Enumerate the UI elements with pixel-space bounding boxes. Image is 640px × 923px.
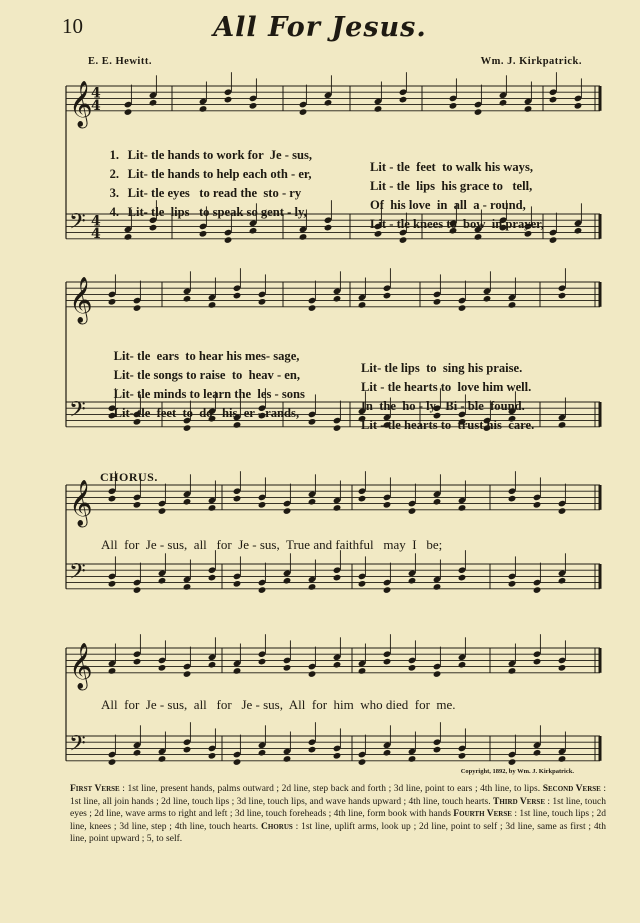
- bass-clef: 𝄢: [69, 731, 86, 762]
- note-head: [333, 574, 342, 582]
- note-head: [408, 577, 417, 585]
- note-head: [133, 658, 142, 666]
- note-head: [558, 421, 567, 429]
- note-head: [233, 292, 242, 300]
- verse-text-a: Lit- tle minds to learn the les - sons: [113, 386, 305, 401]
- note-head: [383, 501, 392, 509]
- note-head: [374, 105, 383, 113]
- note-head: [299, 108, 308, 116]
- note-head: [574, 227, 583, 235]
- note-head: [383, 586, 392, 594]
- note-head: [108, 580, 117, 588]
- note-head: [208, 661, 217, 669]
- note-head: [183, 583, 192, 591]
- note-head: [358, 758, 367, 766]
- note-head: [333, 295, 342, 303]
- note-head: [558, 292, 567, 300]
- verse-text-b: In the ho - ly Bi - ble found.: [361, 399, 525, 414]
- note-head: [558, 664, 567, 672]
- note-head: [208, 301, 217, 309]
- note-head: [474, 108, 483, 116]
- note-head: [458, 574, 467, 582]
- note-head: [558, 507, 567, 515]
- chorus-label: CHORUS.: [100, 470, 158, 484]
- instruction-text: : 1st line, present hands, palms outward ; 2d line, step back and forth ; 3d line, point to ears ; 4th line, to lips.: [122, 784, 541, 794]
- note-head: [483, 295, 492, 303]
- instruction-label: First Verse: [70, 784, 120, 794]
- treble-clef: 𝄞: [69, 479, 93, 526]
- note-head: [258, 298, 267, 306]
- instruction-label: Third Verse: [493, 796, 545, 807]
- time-signature-bottom: 4: [91, 225, 101, 242]
- note-head: [233, 495, 242, 503]
- note-head: [258, 586, 267, 594]
- note-head: [433, 498, 442, 506]
- note-head: [574, 102, 583, 110]
- note-head: [383, 292, 392, 300]
- instruction-label: Chorus: [261, 821, 293, 832]
- note-head: [108, 495, 117, 503]
- note-head: [258, 749, 267, 757]
- note-head: [308, 304, 317, 312]
- verse-text-a: Lit- tle eyes to read the sto - ry: [127, 185, 302, 200]
- note-head: [333, 661, 342, 669]
- note-head: [533, 658, 542, 666]
- note-head: [458, 661, 467, 669]
- copyright-notice: Copyright, 1892, by Wm. J. Kirkpatrick.: [460, 768, 574, 775]
- verse-number: 1.: [109, 147, 120, 162]
- note-head: [183, 746, 192, 754]
- note-head: [383, 749, 392, 757]
- note-head: [183, 295, 192, 303]
- note-head: [208, 504, 217, 512]
- treble-clef: 𝄞: [69, 276, 93, 323]
- note-head: [524, 230, 533, 238]
- instruction-text: : 1st line, touch lips ; 2d line, knees ; 3d line, step ; 4th line, touch hearts.: [70, 809, 607, 832]
- note-head: [149, 99, 158, 107]
- note-head: [308, 418, 317, 426]
- note-head: [458, 752, 467, 760]
- bass-clef: 𝄢: [69, 209, 86, 240]
- note-head: [183, 498, 192, 506]
- note-head: [324, 99, 333, 107]
- note-head: [433, 583, 442, 591]
- note-head: [533, 586, 542, 594]
- verse-text-b: Lit - tle hearts to love him well.: [361, 380, 532, 395]
- time-signature-bottom: 4: [91, 97, 101, 114]
- note-head: [108, 298, 117, 306]
- page-number: 10: [62, 14, 83, 38]
- note-head: [233, 758, 242, 766]
- note-head: [108, 758, 117, 766]
- note-head: [499, 99, 508, 107]
- note-head: [374, 230, 383, 238]
- note-head: [549, 96, 558, 104]
- note-head: [324, 224, 333, 232]
- note-head: [358, 301, 367, 309]
- note-head: [399, 236, 408, 244]
- note-head: [433, 670, 442, 678]
- instruction-text: : 1st line, uplift arms, look up ; 2d line, point to self ; 3d line, same as first ; 4th line, point upward ; 5, to self.: [70, 821, 607, 845]
- note-head: [408, 664, 417, 672]
- verse-number: 2.: [109, 166, 120, 181]
- note-head: [458, 504, 467, 512]
- note-head: [124, 108, 133, 116]
- note-head: [549, 236, 558, 244]
- note-head: [158, 755, 167, 763]
- note-head: [508, 667, 517, 675]
- note-head: [233, 667, 242, 675]
- verse-text-b: Lit- tle lips to sing his praise.: [361, 361, 523, 376]
- instruction-label: Second Verse: [542, 784, 601, 794]
- note-head: [558, 755, 567, 763]
- note-head: [133, 586, 142, 594]
- motion-instructions: [70, 783, 606, 846]
- instruction-text: : 1st line, all join hands ; 2d line, touch lips ; 3d line, touch lips, and wave hands upward ; 4th line, touch hearts.: [70, 784, 607, 807]
- note-head: [558, 577, 567, 585]
- note-head: [283, 577, 292, 585]
- note-head: [508, 301, 517, 309]
- note-head: [133, 501, 142, 509]
- note-head: [408, 755, 417, 763]
- note-head: [258, 658, 267, 666]
- note-head: [333, 752, 342, 760]
- verse-text-a: Lit- tle feet to do his er - rands,: [113, 405, 300, 420]
- time-signature-top: 4: [91, 213, 101, 230]
- note-head: [208, 574, 217, 582]
- composer-credit: Wm. J. Kirkpatrick.: [480, 56, 582, 67]
- note-head: [333, 424, 342, 432]
- instruction-text: : 1st line, touch eyes ; 2d line, wave arms to right and left ; 3d line, touch foreheads ; 4th line, form book with hands: [70, 796, 607, 820]
- treble-clef: 𝄞: [69, 642, 93, 689]
- note-head: [433, 746, 442, 754]
- note-head: [399, 96, 408, 104]
- verse-text-b: Lit - tle lips his grace to tell,: [370, 179, 533, 194]
- note-head: [249, 102, 258, 110]
- note-head: [108, 667, 117, 675]
- verse-text-b: Lit - tle knees to bow in prayer,: [370, 217, 544, 232]
- note-head: [474, 233, 483, 241]
- note-head: [208, 752, 217, 760]
- note-head: [449, 102, 458, 110]
- verse-text-b: Lit - tle hearts to trust his care.: [361, 418, 535, 433]
- note-head: [308, 746, 317, 754]
- note-head: [283, 664, 292, 672]
- note-head: [233, 580, 242, 588]
- note-head: [508, 580, 517, 588]
- verse-number: 4.: [109, 204, 120, 219]
- note-head: [308, 498, 317, 506]
- note-head: [133, 304, 142, 312]
- bass-clef: 𝄢: [69, 559, 86, 590]
- chorus-lyric-2: All for Je - sus, all for Je - sus, All for him who died for me.: [101, 697, 456, 712]
- verse-text-a: Lit- tle songs to raise to heav - en,: [113, 367, 301, 382]
- note-head: [258, 501, 267, 509]
- note-head: [383, 658, 392, 666]
- note-head: [433, 298, 442, 306]
- note-head: [199, 105, 208, 113]
- note-head: [358, 667, 367, 675]
- chorus-lyric-1: All for Je - sus, all for Je - sus, True and faithful may I be;: [101, 537, 443, 552]
- note-head: [408, 507, 417, 515]
- note-head: [158, 577, 167, 585]
- note-head: [133, 749, 142, 757]
- treble-clef: 𝄞: [69, 80, 93, 127]
- note-head: [533, 749, 542, 757]
- note-head: [524, 105, 533, 113]
- hymn-title: All For Jesus.: [213, 12, 427, 43]
- note-head: [333, 504, 342, 512]
- lyricist-credit: E. E. Hewitt.: [88, 56, 152, 67]
- note-head: [358, 580, 367, 588]
- note-head: [458, 304, 467, 312]
- note-head: [158, 507, 167, 515]
- note-head: [358, 495, 367, 503]
- note-head: [533, 501, 542, 509]
- time-signature-top: 4: [91, 85, 101, 102]
- note-head: [158, 664, 167, 672]
- note-head: [308, 583, 317, 591]
- verse-text-a: Lit- tle lips to speak so gent - ly,: [127, 204, 307, 219]
- verse-text-a: Lit- tle hands to work for Je - sus,: [127, 147, 313, 162]
- verse-text-a: Lit- tle hands to help each oth - er,: [127, 166, 312, 181]
- verse-text-a: Lit- tle ears to hear his mes- sage,: [113, 348, 300, 363]
- instruction-label: Fourth Verse: [453, 809, 512, 820]
- note-head: [224, 96, 233, 104]
- bass-clef: 𝄢: [69, 397, 86, 428]
- note-head: [308, 670, 317, 678]
- note-head: [508, 495, 517, 503]
- note-head: [283, 755, 292, 763]
- verse-text-b: Of his love in all a - round,: [370, 198, 526, 213]
- note-head: [508, 758, 517, 766]
- note-head: [183, 670, 192, 678]
- verse-number: 3.: [109, 185, 120, 200]
- note-head: [283, 507, 292, 515]
- verse-text-b: Lit - tle feet to walk his ways,: [370, 160, 533, 175]
